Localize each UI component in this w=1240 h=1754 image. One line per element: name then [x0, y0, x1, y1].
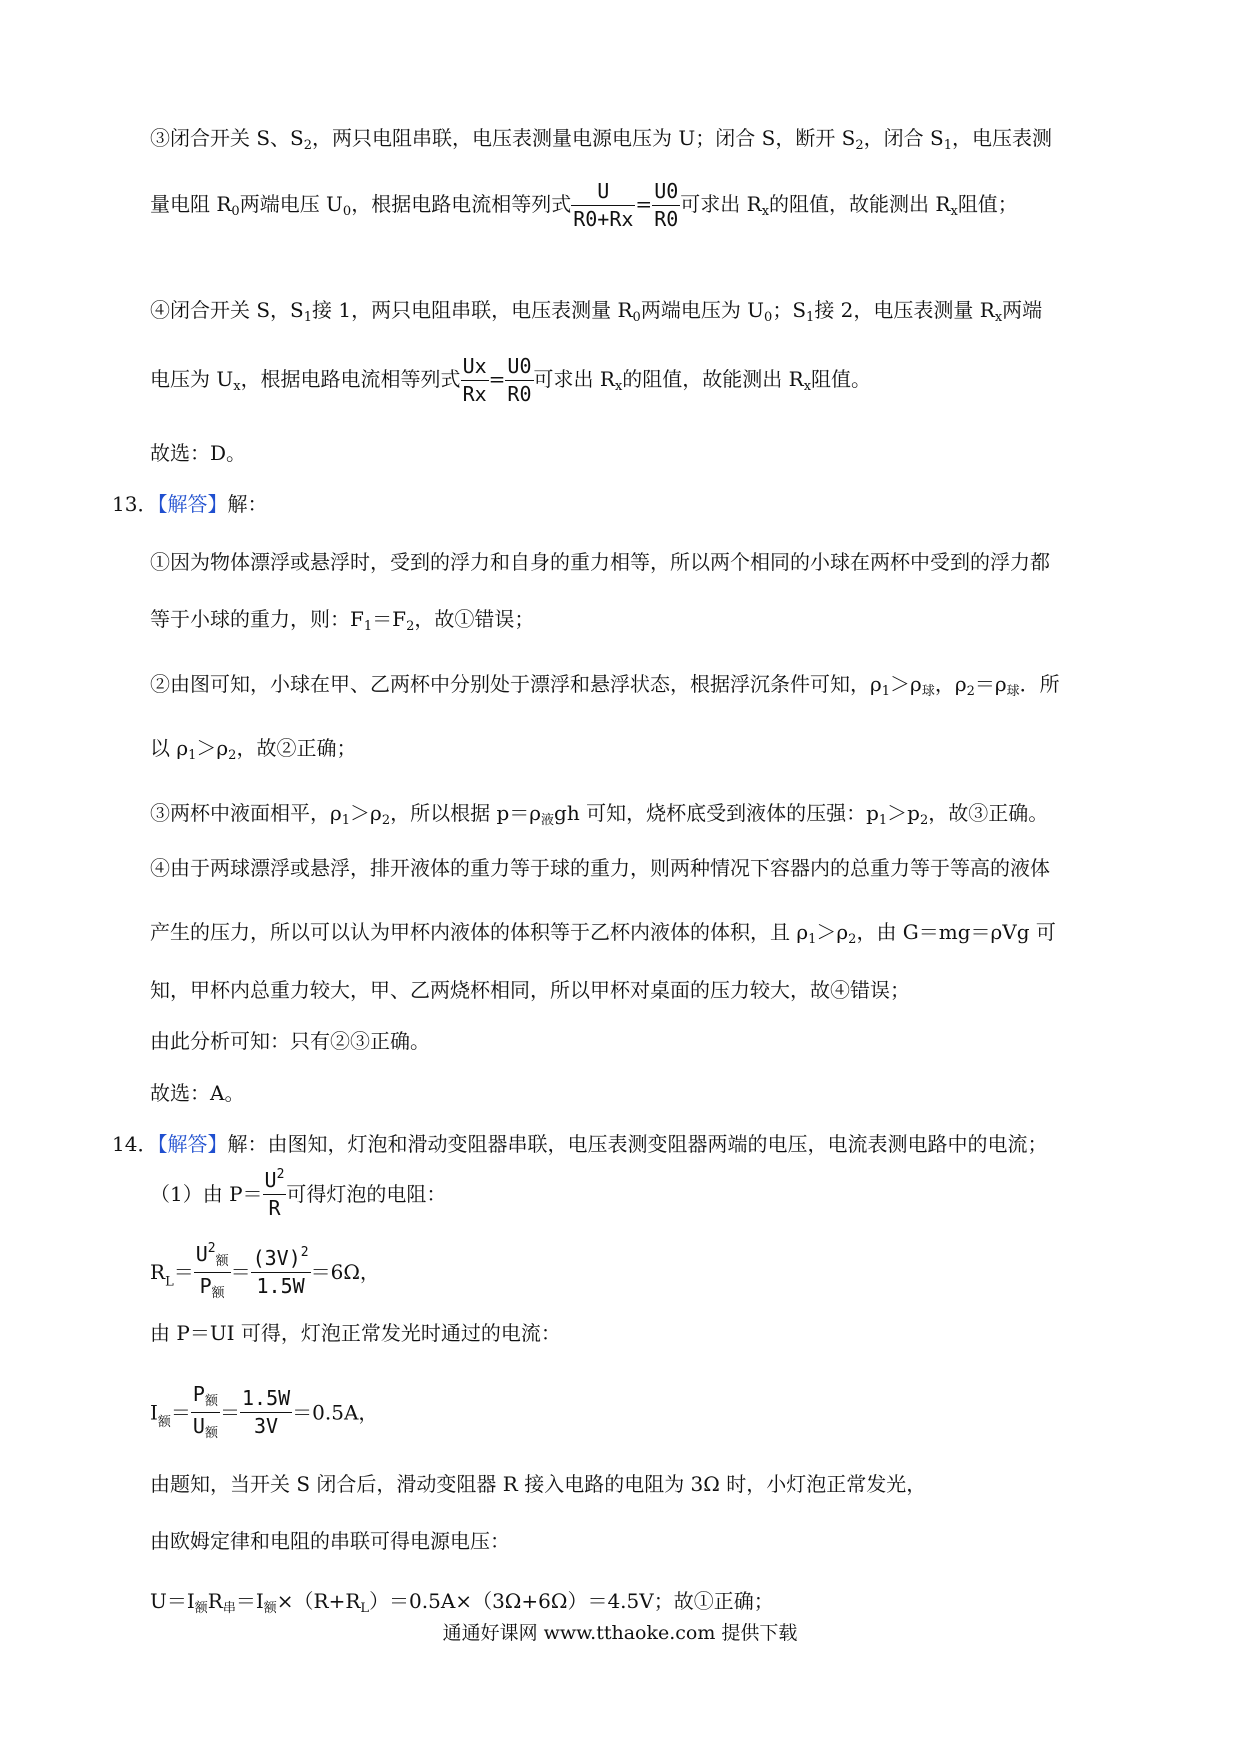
text: 以 ρ [150, 736, 189, 760]
equals: ＝ [230, 1259, 251, 1284]
text: 可得灯泡的电阻： [286, 1182, 447, 1206]
subscript: 2 [406, 619, 415, 634]
fraction-ux-over-rx [461, 355, 489, 406]
q13-line3 [150, 674, 1060, 698]
answer-tag: 【解答】 [157, 1132, 228, 1156]
text: 电压为 U [150, 367, 234, 391]
subscript: 1 [943, 138, 953, 153]
q14-line3: 由 P＝UI 可得，灯泡正常发光时通过的电流： [150, 1321, 561, 1345]
text: 接 1，两只电阻串联，电压表测量 R [312, 298, 633, 322]
fraction-1-5w-over-3v [240, 1387, 292, 1438]
text: 两端电压 U [239, 192, 343, 216]
text: ，故②正确； [236, 736, 357, 760]
text: ，两只电阻串联，电压表测量电源电压为 U；闭合 S，断开 S [312, 126, 856, 150]
subscript: 1 [303, 310, 313, 325]
text: ；S [772, 298, 807, 322]
p-symbol: P [192, 1382, 205, 1406]
subscript: 球 [921, 684, 935, 699]
q13-line7 [150, 922, 1056, 946]
fraction-p-rated-over-u-rated [191, 1383, 220, 1442]
subscript: x [803, 379, 812, 394]
text: 量电阻 R [150, 192, 232, 216]
text: ③两杯中液面相平，ρ [150, 801, 342, 825]
equals: ＝ [170, 1400, 191, 1425]
numerator: Ux [461, 355, 489, 381]
equals: = [635, 192, 653, 216]
subscript: L [360, 1601, 370, 1616]
denominator: R0 [654, 207, 679, 231]
subscript: 额 [157, 1414, 171, 1430]
q13-line6: ④由于两球漂浮或悬浮，排开液体的重力等于球的重力，则两种情况下容器内的总重力等于等高的液体 [150, 856, 1050, 880]
subscript: x [233, 379, 241, 394]
text: 解： [227, 492, 268, 516]
question-number: 14． [112, 1132, 158, 1156]
denominator: 1.5W [256, 1273, 305, 1298]
para-4-line1 [150, 300, 1042, 324]
text: ＞p [887, 801, 920, 825]
denominator: R0+Rx [573, 207, 634, 231]
subscript: 0 [231, 204, 240, 219]
fraction-u0-over-r0 [505, 355, 533, 406]
subscript: 1 [188, 748, 197, 763]
q13-line4 [150, 738, 356, 762]
subscript: 2 [855, 138, 864, 153]
q14-line6: 由欧姆定律和电阻的串联可得电源电压： [150, 1529, 510, 1553]
denominator [194, 1273, 231, 1302]
fraction-3v-squared-over-1-5w [251, 1246, 311, 1298]
text: ④闭合开关 S，S [150, 298, 304, 322]
numerator: U0 [652, 180, 680, 206]
subscript: 1 [808, 932, 817, 947]
fraction-u-over-r0-plus-rx [571, 180, 635, 231]
denominator: R0 [507, 382, 532, 406]
subscript: 额 [263, 1601, 277, 1616]
equals: ＝ [219, 1400, 240, 1425]
text: ×（R+R [276, 1589, 361, 1613]
text: gh 可知，烧杯底受到液体的压强：p [554, 801, 879, 825]
text: 接 2，电压表测量 R [814, 298, 995, 322]
superscript: 2 [207, 1241, 216, 1256]
text: R [207, 1589, 223, 1613]
para-3-line2 [150, 180, 1018, 231]
numerator [251, 1246, 311, 1273]
numerator [191, 1383, 220, 1413]
q13-line10: 故选：A。 [150, 1081, 245, 1105]
r-symbol: R [150, 1259, 166, 1284]
text: 阻值。 [811, 367, 872, 391]
q14-line7 [150, 1591, 774, 1615]
numerator [194, 1242, 231, 1273]
text: ，ρ [934, 672, 967, 696]
subscript: 2 [966, 684, 975, 699]
subscript: 额 [194, 1601, 208, 1616]
numerator: 1.5W [240, 1387, 292, 1413]
u-symbol: U [195, 1242, 208, 1266]
subscript: 2 [303, 138, 313, 153]
text: ＞ρ [196, 736, 229, 760]
q14-line2-formula [150, 1242, 380, 1302]
text: 阻值； [957, 192, 1018, 216]
subscript: 0 [764, 310, 773, 325]
denominator: R [268, 1196, 281, 1220]
text: ②由图可知，小球在甲、乙两杯中分别处于漂浮和悬浮状态，根据浮沉条件可知，ρ [150, 672, 882, 696]
text: 的阻值，故能测出 R [622, 367, 804, 391]
text: ＞ρ [890, 672, 922, 696]
value: (3V) [252, 1245, 301, 1270]
subscript: 2 [848, 932, 857, 947]
q14-heading [112, 1134, 1047, 1154]
subscript: 1 [881, 684, 891, 699]
q14-line1 [150, 1168, 446, 1220]
q13-line1: ①因为物体漂浮或悬浮时，受到的浮力和自身的重力相等，所以两个相同的小球在两杯中受到的浮力都 [150, 550, 1050, 574]
subscript: 额 [204, 1425, 218, 1441]
subscript: 额 [204, 1394, 218, 1409]
q13-line9: 由此分析可知：只有②③正确。 [150, 1029, 430, 1053]
denominator: 3V [254, 1413, 279, 1438]
fraction-u0-over-r0 [652, 180, 680, 231]
numerator: U0 [505, 355, 533, 381]
q14-line4-formula [150, 1383, 378, 1442]
text: 可求出 R [680, 192, 762, 216]
subscript: x [994, 310, 1003, 325]
text: ＞ρ [350, 801, 382, 825]
text: ）＝0.5A×（3Ω+6Ω）＝4.5V；故①正确； [369, 1589, 774, 1613]
superscript: 2 [276, 1167, 285, 1182]
page-footer: 通通好课网 www.tthaoke.com 提供下载 [442, 1622, 798, 1644]
text: 两端电压为 U [640, 298, 765, 322]
subscript: 球 [1006, 684, 1020, 699]
subscript: 1 [363, 619, 373, 634]
subscript: x [614, 379, 623, 394]
text: ＝6Ω， [310, 1259, 380, 1284]
numerator [263, 1168, 287, 1195]
subscript: 0 [632, 310, 641, 325]
text: ＞ρ [816, 920, 849, 944]
q14-line5: 由题知，当开关 S 闭合后，滑动变阻器 R 接入电路的电阻为 3Ω 时，小灯泡正常发光， [150, 1472, 927, 1496]
q13-heading [112, 494, 267, 514]
subscript: 额 [215, 1254, 229, 1269]
text: ，由 G＝mg＝ρVg 可 [856, 920, 1056, 944]
text: ＝0.5A， [292, 1400, 379, 1425]
p-symbol: P [199, 1273, 212, 1298]
equals: ＝ [173, 1259, 194, 1284]
fraction-u2-over-r [263, 1168, 287, 1220]
superscript: 2 [300, 1244, 309, 1260]
text: 解：由图知，灯泡和滑动变阻器串联，电压表测变阻器两端的电压，电流表测电路中的电流； [227, 1132, 1048, 1156]
text: （1）由 P＝ [150, 1182, 263, 1206]
para-3-line1 [150, 128, 1052, 152]
fraction-u-rated-squared-over-p-rated [194, 1242, 231, 1302]
subscript: 2 [228, 748, 237, 763]
subscript: x [950, 204, 958, 219]
subscript: 1 [878, 813, 888, 828]
text: 的阻值，故能测出 R [769, 192, 951, 216]
subscript: 1 [806, 310, 815, 325]
subscript: 串 [222, 1601, 236, 1616]
q13-line2 [150, 609, 534, 633]
equals: = [488, 367, 506, 391]
text: ③闭合开关 S、S [150, 126, 304, 150]
text: 等于小球的重力，则：F [150, 607, 364, 631]
text: ，故③正确。 [928, 801, 1049, 825]
text: ，根据电路电流相等列式 [351, 192, 572, 216]
question-number: 13． [112, 492, 158, 516]
q13-line5 [150, 803, 1048, 827]
text: ，闭合 S [863, 126, 944, 150]
text: 产生的压力，所以可以认为甲杯内液体的体积等于乙杯内液体的体积，且 ρ [150, 920, 809, 944]
subscript: 液 [541, 813, 555, 828]
text: ＝F [372, 607, 407, 631]
subscript: 2 [919, 813, 929, 828]
answer-tag: 【解答】 [157, 492, 228, 516]
subscript: x [761, 204, 770, 219]
subscript: 0 [342, 204, 352, 219]
text: ．所 [1019, 672, 1060, 696]
denominator [191, 1413, 220, 1442]
text: 可求出 R [533, 367, 615, 391]
subscript: 1 [341, 813, 351, 828]
subscript: 额 [211, 1285, 225, 1301]
u-symbol: U [192, 1413, 205, 1438]
u-symbol: U [264, 1168, 277, 1192]
para-4-line2 [150, 355, 871, 406]
text: ＝ρ [974, 672, 1007, 696]
answer-d: 故选：D。 [150, 441, 247, 465]
text: ，根据电路电流相等列式 [240, 367, 461, 391]
numerator: U [571, 180, 635, 206]
text: U＝I [150, 1589, 195, 1613]
text: ，电压表测 [952, 126, 1053, 150]
q13-line8: 知，甲杯内总重力较大，甲、乙两烧杯相同，所以甲杯对桌面的压力较大，故④错误； [150, 978, 910, 1002]
text: ＝I [235, 1589, 264, 1613]
subscript: 2 [381, 813, 391, 828]
text: 两端 [1002, 298, 1043, 322]
i-symbol: I [150, 1400, 158, 1425]
denominator: Rx [462, 382, 487, 406]
text: ，故①错误； [414, 607, 535, 631]
subscript: L [165, 1274, 174, 1290]
text: ，所以根据 p＝ρ [390, 801, 542, 825]
